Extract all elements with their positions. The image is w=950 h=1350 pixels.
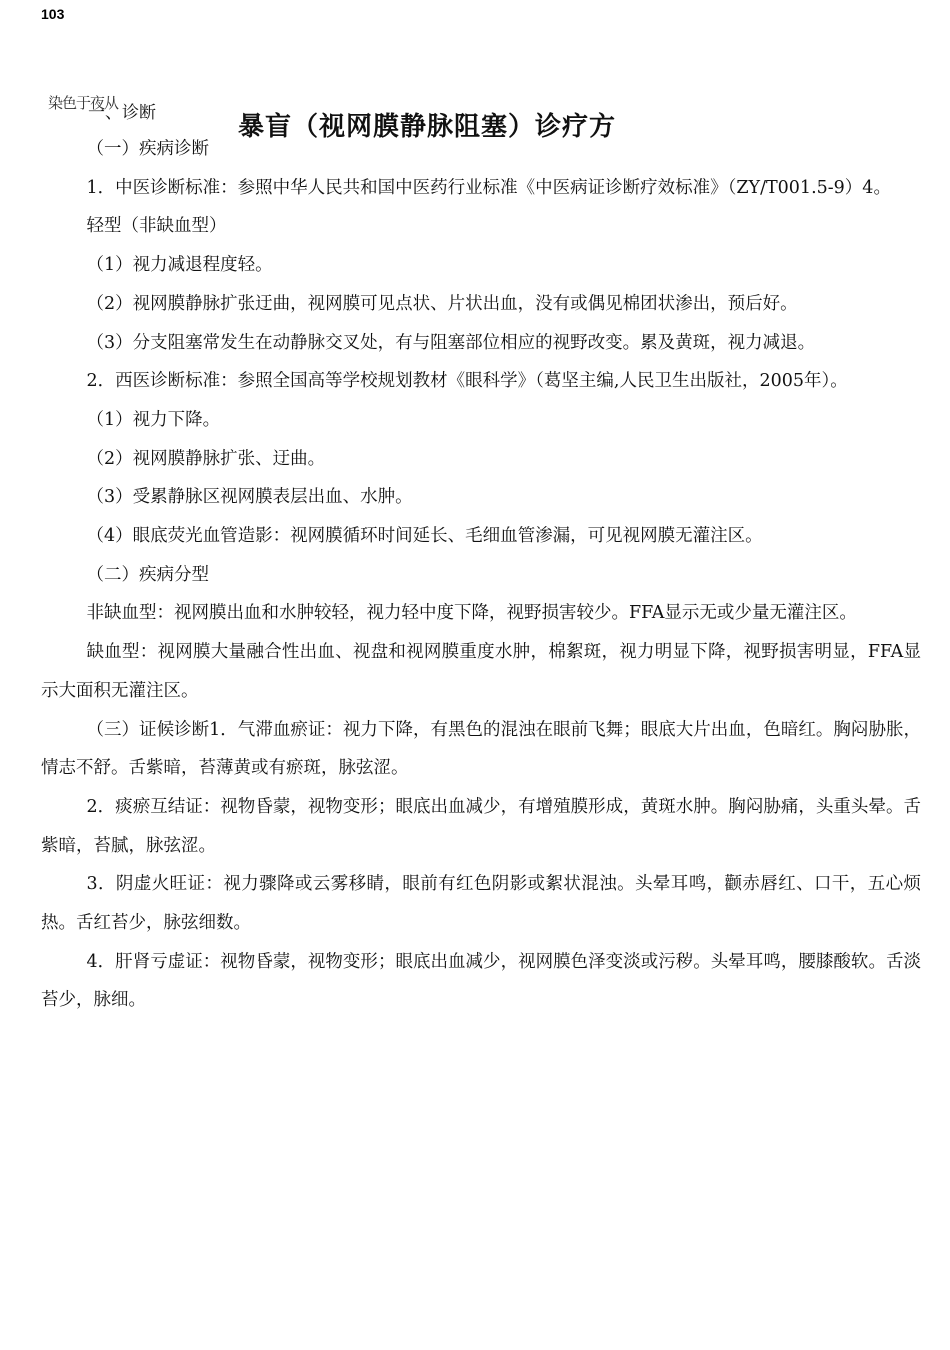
document-title: 暴盲（视网膜静脉阻塞）诊疗方 — [238, 112, 617, 142]
paragraph-western-standard: 2．西医诊断标准：参照全国高等学校规划教材《眼科学》（葛坚主编,人民卫生出版社，2005年）。 — [86, 371, 848, 392]
paragraph-western-item-2: （2）视网膜静脉扩张、迂曲。 — [86, 448, 326, 469]
paragraph-syndrome-3: 3．阴虚火旺证：视力骤降或云雾移睛，眼前有红色阴影或絮状混浊。头晕耳鸣，颧赤唇红、口干，五心烦热。舌红苔少，脉弦细数。 — [41, 874, 921, 934]
paragraph-non-ischemic: 非缺血型：视网膜出血和水肿较轻，视力轻中度下降，视野损害较少。FFA显示无或少量无灌注区。 — [86, 603, 857, 624]
paragraph-tcm-standard: 1．中医诊断标准：参照中华人民共和国中医药行业标准《中医病证诊断疗效标准》（ZY/T001.5-9）4。 — [86, 177, 891, 198]
paragraph-ischemic: 缺血型：视网膜大量融合性出血、视盘和视网膜重度水肿，棉絮斑，视力明显下降，视野损害明显，FFA显示大面积无灌注区。 — [41, 642, 921, 701]
section-heading: 一、诊断 — [88, 103, 156, 123]
paragraph-item-2: （2）视网膜静脉扩张迂曲，视网膜可见点状、片状出血，没有或偶见棉团状渗出，预后好。 — [86, 293, 798, 314]
page-number: 103 — [41, 6, 65, 22]
paragraph-disease-typing-heading: （二）疾病分型 — [86, 564, 209, 585]
paragraph-syndrome-1: （三）证候诊断1．气滞血瘀证：视力下降，有黑色的混浊在眼前飞舞；眼底大片出血，色暗红。胸闷胁胀，情志不舒。舌紫暗，苔薄黄或有瘀斑，脉弦涩。 — [41, 719, 921, 779]
paragraph-western-item-3: （3）受累静脉区视网膜表层出血、水肿。 — [86, 487, 413, 508]
overlapping-header-text: 染色于夜从 — [48, 94, 119, 112]
paragraph-disease-diagnosis-heading: （一）疾病诊断 — [86, 139, 209, 159]
paragraph-western-item-1: （1）视力下降。 — [86, 409, 221, 430]
paragraph-syndrome-2: 2．痰瘀互结证：视物昏蒙，视物变形；眼底出血减少，有增殖膜形成，黄斑水肿。胸闷胁痛，头重头晕。舌紫暗，苔腻，脉弦涩。 — [41, 796, 921, 856]
document-body — [41, 130, 921, 1020]
paragraph-item-3: （3）分支阻塞常发生在动静脉交叉处，有与阻塞部位相应的视野改变。累及黄斑，视力减退。 — [86, 332, 816, 353]
paragraph-western-item-4: （4）眼底荧光血管造影：视网膜循环时间延长、毛细血管渗漏，可见视网膜无灌注区。 — [86, 526, 763, 547]
paragraph-item-1: （1）视力减退程度轻。 — [86, 255, 273, 276]
paragraph-mild-type: 轻型（非缺血型） — [86, 216, 227, 237]
paragraph-syndrome-4: 4．肝肾亏虚证：视物昏蒙，视物变形；眼底出血减少，视网膜色泽变淡或污秽。头晕耳鸣，腰膝酸软。舌淡苔少，脉细。 — [41, 951, 921, 1011]
